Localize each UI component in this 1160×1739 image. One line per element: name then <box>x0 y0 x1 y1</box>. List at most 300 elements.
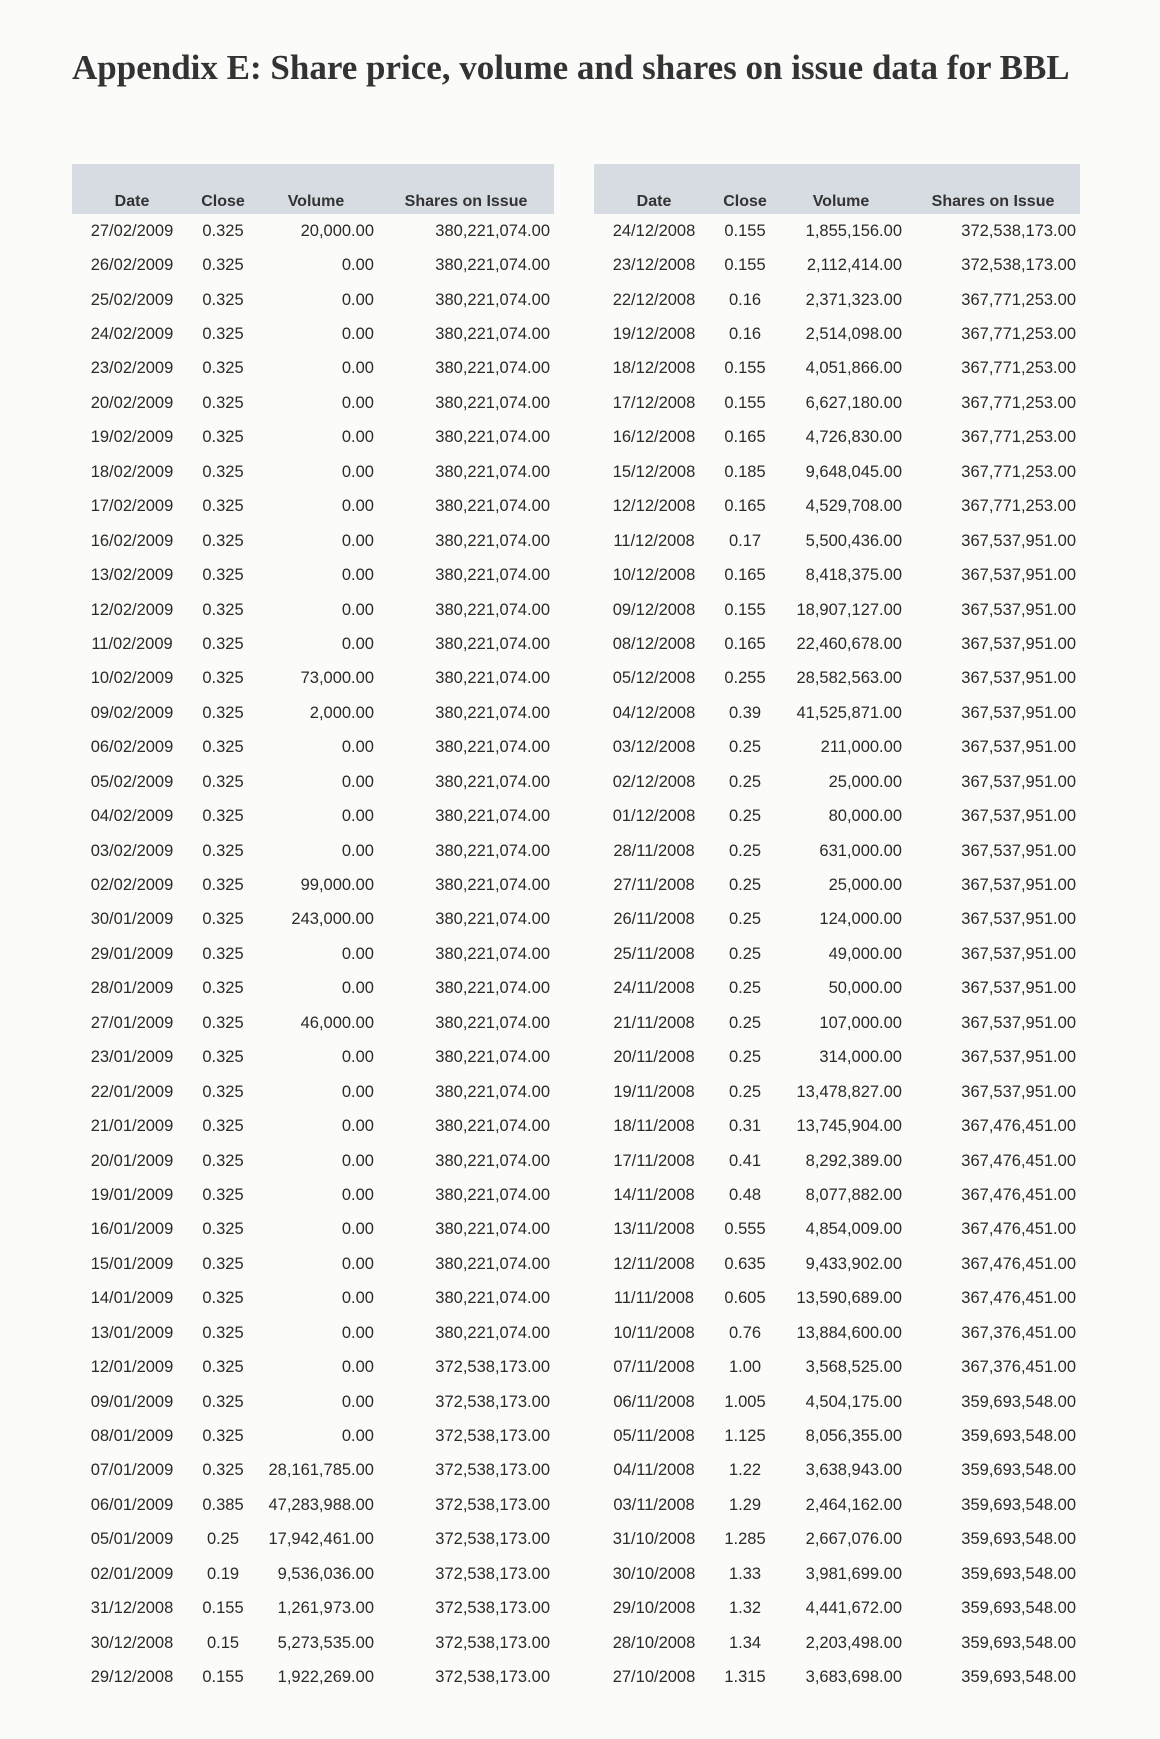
cell-shares-on-issue: 380,221,074.00 <box>435 876 550 895</box>
cell-volume: 124,000.00 <box>819 910 902 929</box>
cell-volume: 0.00 <box>341 600 374 619</box>
cell-volume: 46,000.00 <box>300 1013 374 1032</box>
cell-close: 0.25 <box>206 1530 240 1549</box>
cell-volume: 1,855,156.00 <box>805 221 902 240</box>
cell-close: 1.315 <box>724 1668 766 1687</box>
cell-close: 0.39 <box>728 703 762 722</box>
cell-close: 0.25 <box>728 910 762 929</box>
cell-date: 05/01/2009 <box>90 1530 174 1549</box>
table-row <box>594 972 1080 1006</box>
cell-volume: 3,638,943.00 <box>805 1461 902 1480</box>
cell-close: 1.33 <box>728 1564 762 1583</box>
cell-shares-on-issue: 367,537,951.00 <box>961 531 1076 550</box>
cell-shares-on-issue: 380,221,074.00 <box>435 290 550 309</box>
cell-close: 0.155 <box>724 359 766 378</box>
table-row <box>72 1557 554 1591</box>
cell-shares-on-issue: 372,538,173.00 <box>435 1564 550 1583</box>
cell-date: 19/02/2009 <box>90 428 174 447</box>
cell-close: 0.325 <box>202 428 244 447</box>
cell-volume: 3,568,525.00 <box>805 1358 902 1377</box>
cell-volume: 0.00 <box>341 256 374 275</box>
cell-date: 26/02/2009 <box>90 256 174 275</box>
cell-shares-on-issue: 380,221,074.00 <box>435 1254 550 1273</box>
cell-close: 0.155 <box>202 1668 244 1687</box>
cell-shares-on-issue: 380,221,074.00 <box>435 497 550 516</box>
cell-date: 30/12/2008 <box>90 1633 174 1652</box>
table-row <box>594 455 1080 489</box>
table-row <box>594 1626 1080 1660</box>
cell-volume: 0.00 <box>341 738 374 757</box>
table-row <box>72 799 554 833</box>
cell-shares-on-issue: 367,537,951.00 <box>961 841 1076 860</box>
cell-date: 22/01/2009 <box>90 1082 174 1101</box>
cell-date: 07/11/2008 <box>613 1358 695 1377</box>
cell-date: 23/12/2008 <box>612 256 696 275</box>
table-row <box>594 1454 1080 1488</box>
table-row <box>594 352 1080 386</box>
cell-shares-on-issue: 380,221,074.00 <box>435 772 550 791</box>
cell-volume: 0.00 <box>341 1427 374 1446</box>
cell-date: 09/02/2009 <box>90 703 174 722</box>
cell-date: 02/01/2009 <box>90 1564 174 1583</box>
table-row <box>72 937 554 971</box>
cell-shares-on-issue: 367,537,951.00 <box>961 807 1076 826</box>
table-row <box>594 283 1080 317</box>
cell-shares-on-issue: 359,693,548.00 <box>961 1633 1076 1652</box>
cell-close: 0.25 <box>728 772 762 791</box>
cell-volume: 0.00 <box>341 1254 374 1273</box>
cell-date: 27/01/2009 <box>90 1013 174 1032</box>
cell-shares-on-issue: 372,538,173.00 <box>435 1668 550 1687</box>
table-row <box>72 1488 554 1522</box>
cell-shares-on-issue: 380,221,074.00 <box>435 566 550 585</box>
cell-volume: 0.00 <box>341 807 374 826</box>
table-row <box>72 1592 554 1626</box>
table-row <box>594 1247 1080 1281</box>
table-row <box>594 1041 1080 1075</box>
cell-volume: 17,942,461.00 <box>268 1530 374 1549</box>
cell-date: 29/01/2009 <box>90 944 174 963</box>
cell-volume: 2,514,098.00 <box>805 325 902 344</box>
cell-date: 08/12/2008 <box>612 634 696 653</box>
cell-volume: 0.00 <box>341 1048 374 1067</box>
cell-close: 0.325 <box>202 325 244 344</box>
cell-volume: 13,884,600.00 <box>796 1323 902 1342</box>
cell-shares-on-issue: 380,221,074.00 <box>435 669 550 688</box>
cell-shares-on-issue: 372,538,173.00 <box>435 1599 550 1618</box>
cell-volume: 8,077,882.00 <box>805 1185 902 1204</box>
table-row <box>594 317 1080 351</box>
cell-date: 24/11/2008 <box>613 979 695 998</box>
cell-volume: 28,161,785.00 <box>268 1461 374 1480</box>
cell-close: 0.325 <box>202 1289 244 1308</box>
table-row <box>594 799 1080 833</box>
cell-shares-on-issue: 367,537,951.00 <box>961 876 1076 895</box>
cell-shares-on-issue: 359,693,548.00 <box>961 1564 1076 1583</box>
cell-volume: 0.00 <box>341 1358 374 1377</box>
cell-close: 1.285 <box>724 1530 766 1549</box>
cell-shares-on-issue: 367,476,451.00 <box>961 1151 1076 1170</box>
table-row <box>72 386 554 420</box>
table-row <box>594 524 1080 558</box>
cell-close: 0.325 <box>202 1117 244 1136</box>
cell-volume: 3,981,699.00 <box>805 1564 902 1583</box>
cell-volume: 41,525,871.00 <box>796 703 902 722</box>
cell-close: 0.16 <box>728 325 762 344</box>
cell-volume: 99,000.00 <box>300 876 374 895</box>
cell-volume: 13,590,689.00 <box>796 1289 902 1308</box>
cell-date: 02/12/2008 <box>612 772 696 791</box>
cell-date: 11/11/2008 <box>613 1289 695 1308</box>
cell-volume: 9,433,902.00 <box>805 1254 902 1273</box>
cell-shares-on-issue: 367,537,951.00 <box>961 669 1076 688</box>
cell-close: 0.25 <box>728 841 762 860</box>
cell-date: 10/11/2008 <box>613 1323 695 1342</box>
cell-close: 0.41 <box>728 1151 762 1170</box>
cell-volume: 8,056,355.00 <box>805 1427 902 1446</box>
cell-close: 0.325 <box>202 393 244 412</box>
cell-close: 0.325 <box>202 738 244 757</box>
table-row <box>72 1247 554 1281</box>
cell-shares-on-issue: 380,221,074.00 <box>435 531 550 550</box>
cell-shares-on-issue: 380,221,074.00 <box>435 807 550 826</box>
header-shares-on-issue: Shares on Issue <box>378 164 554 214</box>
table-row <box>594 593 1080 627</box>
cell-close: 0.325 <box>202 634 244 653</box>
cell-close: 0.325 <box>202 1392 244 1411</box>
cell-date: 25/11/2008 <box>613 944 695 963</box>
cell-close: 0.325 <box>202 359 244 378</box>
table-row <box>72 421 554 455</box>
cell-close: 0.25 <box>728 1048 762 1067</box>
cell-date: 13/02/2009 <box>90 566 174 585</box>
table-row <box>72 1006 554 1040</box>
cell-date: 13/11/2008 <box>613 1220 695 1239</box>
cell-close: 0.325 <box>202 1151 244 1170</box>
cell-shares-on-issue: 359,693,548.00 <box>961 1668 1076 1687</box>
cell-date: 20/02/2009 <box>90 393 174 412</box>
table-row <box>72 972 554 1006</box>
table-row <box>594 214 1080 248</box>
cell-close: 0.325 <box>202 876 244 895</box>
cell-volume: 0.00 <box>341 462 374 481</box>
cell-date: 31/10/2008 <box>612 1530 696 1549</box>
header-close: Close <box>192 164 254 214</box>
table-row <box>72 248 554 282</box>
cell-close: 0.25 <box>728 807 762 826</box>
cell-shares-on-issue: 367,537,951.00 <box>961 738 1076 757</box>
cell-date: 09/12/2008 <box>612 600 696 619</box>
cell-volume: 0.00 <box>341 1151 374 1170</box>
cell-volume: 25,000.00 <box>828 876 902 895</box>
cell-close: 0.155 <box>724 600 766 619</box>
cell-shares-on-issue: 367,771,253.00 <box>961 462 1076 481</box>
cell-shares-on-issue: 372,538,173.00 <box>961 256 1076 275</box>
cell-close: 0.165 <box>724 634 766 653</box>
table-row <box>594 1592 1080 1626</box>
share-data-table-left <box>72 164 554 1695</box>
cell-volume: 8,418,375.00 <box>805 566 902 585</box>
cell-shares-on-issue: 380,221,074.00 <box>435 600 550 619</box>
cell-shares-on-issue: 367,771,253.00 <box>961 497 1076 516</box>
cell-volume: 2,667,076.00 <box>805 1530 902 1549</box>
table-row <box>594 1385 1080 1419</box>
cell-date: 17/02/2009 <box>90 497 174 516</box>
cell-close: 0.325 <box>202 1254 244 1273</box>
cell-shares-on-issue: 367,537,951.00 <box>961 566 1076 585</box>
table-row <box>594 1350 1080 1384</box>
cell-date: 07/01/2009 <box>90 1461 174 1480</box>
cell-date: 21/01/2009 <box>90 1117 174 1136</box>
cell-volume: 50,000.00 <box>828 979 902 998</box>
cell-date: 29/10/2008 <box>612 1599 696 1618</box>
cell-date: 14/01/2009 <box>90 1289 174 1308</box>
cell-shares-on-issue: 380,221,074.00 <box>435 359 550 378</box>
cell-shares-on-issue: 367,476,451.00 <box>961 1254 1076 1273</box>
table-row <box>594 662 1080 696</box>
cell-volume: 2,464,162.00 <box>805 1495 902 1514</box>
cell-date: 22/12/2008 <box>612 290 696 309</box>
cell-volume: 47,283,988.00 <box>268 1495 374 1514</box>
cell-volume: 0.00 <box>341 325 374 344</box>
cell-shares-on-issue: 367,771,253.00 <box>961 359 1076 378</box>
table-row <box>72 1144 554 1178</box>
cell-date: 06/11/2008 <box>613 1392 695 1411</box>
cell-date: 27/02/2009 <box>90 221 174 240</box>
cell-close: 0.255 <box>724 669 766 688</box>
cell-close: 0.19 <box>206 1564 240 1583</box>
table-row <box>72 352 554 386</box>
cell-date: 23/02/2009 <box>90 359 174 378</box>
cell-date: 06/01/2009 <box>90 1495 174 1514</box>
cell-volume: 5,273,535.00 <box>277 1633 374 1652</box>
table-row <box>594 1075 1080 1109</box>
table-row <box>594 937 1080 971</box>
cell-date: 16/01/2009 <box>90 1220 174 1239</box>
cell-volume: 4,051,866.00 <box>805 359 902 378</box>
table-row <box>72 696 554 730</box>
cell-close: 0.325 <box>202 600 244 619</box>
cell-date: 15/01/2009 <box>90 1254 174 1273</box>
table-row <box>594 1282 1080 1316</box>
cell-date: 09/01/2009 <box>90 1392 174 1411</box>
cell-shares-on-issue: 380,221,074.00 <box>435 1185 550 1204</box>
cell-close: 0.325 <box>202 497 244 516</box>
cell-shares-on-issue: 372,538,173.00 <box>435 1461 550 1480</box>
cell-date: 12/11/2008 <box>613 1254 695 1273</box>
table-row <box>72 1454 554 1488</box>
cell-shares-on-issue: 359,693,548.00 <box>961 1599 1076 1618</box>
cell-shares-on-issue: 367,537,951.00 <box>961 1048 1076 1067</box>
table-row <box>72 834 554 868</box>
header-volume: Volume <box>776 164 906 214</box>
cell-shares-on-issue: 380,221,074.00 <box>435 910 550 929</box>
cell-shares-on-issue: 367,476,451.00 <box>961 1117 1076 1136</box>
cell-close: 1.32 <box>728 1599 762 1618</box>
cell-close: 0.325 <box>202 1220 244 1239</box>
cell-close: 0.48 <box>728 1185 762 1204</box>
cell-date: 02/02/2009 <box>90 876 174 895</box>
cell-volume: 22,460,678.00 <box>796 634 902 653</box>
cell-date: 20/11/2008 <box>613 1048 695 1067</box>
page-title: Appendix E: Share price, volume and shares on issue data for BBL <box>72 48 1070 87</box>
cell-shares-on-issue: 372,538,173.00 <box>435 1358 550 1377</box>
cell-shares-on-issue: 380,221,074.00 <box>435 634 550 653</box>
cell-close: 0.25 <box>728 979 762 998</box>
cell-close: 1.005 <box>724 1392 766 1411</box>
cell-shares-on-issue: 380,221,074.00 <box>435 979 550 998</box>
cell-volume: 0.00 <box>341 1082 374 1101</box>
cell-close: 0.76 <box>728 1323 762 1342</box>
cell-date: 14/11/2008 <box>613 1185 695 1204</box>
cell-volume: 0.00 <box>341 1289 374 1308</box>
cell-date: 28/11/2008 <box>613 841 695 860</box>
cell-shares-on-issue: 367,537,951.00 <box>961 910 1076 929</box>
cell-shares-on-issue: 367,537,951.00 <box>961 600 1076 619</box>
cell-date: 03/02/2009 <box>90 841 174 860</box>
cell-volume: 0.00 <box>341 566 374 585</box>
cell-shares-on-issue: 372,538,173.00 <box>435 1633 550 1652</box>
cell-close: 0.635 <box>724 1254 766 1273</box>
cell-date: 27/11/2008 <box>613 876 695 895</box>
table-row <box>594 1419 1080 1453</box>
cell-close: 0.165 <box>724 497 766 516</box>
table-row <box>72 627 554 661</box>
cell-shares-on-issue: 380,221,074.00 <box>435 703 550 722</box>
cell-close: 1.22 <box>728 1461 762 1480</box>
cell-volume: 4,504,175.00 <box>805 1392 902 1411</box>
cell-volume: 13,478,827.00 <box>796 1082 902 1101</box>
cell-volume: 0.00 <box>341 634 374 653</box>
cell-shares-on-issue: 380,221,074.00 <box>435 944 550 963</box>
cell-shares-on-issue: 380,221,074.00 <box>435 462 550 481</box>
cell-volume: 8,292,389.00 <box>805 1151 902 1170</box>
cell-shares-on-issue: 367,771,253.00 <box>961 290 1076 309</box>
cell-close: 0.325 <box>202 1082 244 1101</box>
cell-close: 0.325 <box>202 772 244 791</box>
cell-close: 0.325 <box>202 1461 244 1480</box>
cell-date: 30/10/2008 <box>612 1564 696 1583</box>
cell-date: 26/11/2008 <box>613 910 695 929</box>
table-row <box>594 696 1080 730</box>
cell-date: 11/12/2008 <box>613 531 695 550</box>
cell-close: 0.25 <box>728 944 762 963</box>
cell-volume: 107,000.00 <box>819 1013 902 1032</box>
table-row <box>594 1178 1080 1212</box>
cell-close: 0.325 <box>202 1323 244 1342</box>
table-row <box>594 834 1080 868</box>
cell-volume: 2,203,498.00 <box>805 1633 902 1652</box>
cell-close: 0.155 <box>724 393 766 412</box>
table-row <box>72 1350 554 1384</box>
table-row <box>72 455 554 489</box>
cell-shares-on-issue: 380,221,074.00 <box>435 841 550 860</box>
cell-shares-on-issue: 372,538,173.00 <box>961 221 1076 240</box>
cell-shares-on-issue: 380,221,074.00 <box>435 1117 550 1136</box>
cell-volume: 0.00 <box>341 944 374 963</box>
cell-date: 19/01/2009 <box>90 1185 174 1204</box>
cell-volume: 13,745,904.00 <box>796 1117 902 1136</box>
cell-shares-on-issue: 367,476,451.00 <box>961 1220 1076 1239</box>
table-row <box>594 765 1080 799</box>
table-row <box>72 524 554 558</box>
cell-shares-on-issue: 359,693,548.00 <box>961 1461 1076 1480</box>
table-row <box>72 1282 554 1316</box>
cell-date: 16/12/2008 <box>612 428 696 447</box>
table-row <box>72 1523 554 1557</box>
cell-shares-on-issue: 367,537,951.00 <box>961 1082 1076 1101</box>
cell-shares-on-issue: 372,538,173.00 <box>435 1530 550 1549</box>
cell-close: 0.325 <box>202 1427 244 1446</box>
cell-date: 29/12/2008 <box>90 1668 174 1687</box>
cell-volume: 20,000.00 <box>300 221 374 240</box>
cell-close: 0.325 <box>202 807 244 826</box>
table-row <box>72 214 554 248</box>
cell-volume: 0.00 <box>341 1185 374 1204</box>
table-row <box>72 1626 554 1660</box>
cell-volume: 80,000.00 <box>828 807 902 826</box>
cell-shares-on-issue: 380,221,074.00 <box>435 1289 550 1308</box>
cell-volume: 5,500,436.00 <box>805 531 902 550</box>
cell-shares-on-issue: 367,537,951.00 <box>961 944 1076 963</box>
cell-shares-on-issue: 367,771,253.00 <box>961 325 1076 344</box>
cell-volume: 1,922,269.00 <box>277 1668 374 1687</box>
table-row <box>72 317 554 351</box>
cell-volume: 9,536,036.00 <box>277 1564 374 1583</box>
cell-close: 0.155 <box>202 1599 244 1618</box>
table-row <box>594 1109 1080 1143</box>
table-row <box>594 1006 1080 1040</box>
cell-volume: 4,726,830.00 <box>805 428 902 447</box>
table-row <box>72 1075 554 1109</box>
cell-close: 0.325 <box>202 221 244 240</box>
cell-shares-on-issue: 380,221,074.00 <box>435 1151 550 1170</box>
cell-close: 0.16 <box>728 290 762 309</box>
cell-volume: 0.00 <box>341 1323 374 1342</box>
table-row <box>72 731 554 765</box>
cell-date: 05/12/2008 <box>612 669 696 688</box>
header-date: Date <box>594 164 714 214</box>
cell-shares-on-issue: 367,537,951.00 <box>961 634 1076 653</box>
cell-date: 24/02/2009 <box>90 325 174 344</box>
table-row <box>594 1660 1080 1694</box>
table-row <box>72 765 554 799</box>
cell-date: 16/02/2009 <box>90 531 174 550</box>
header-date: Date <box>72 164 192 214</box>
cell-shares-on-issue: 380,221,074.00 <box>435 1048 550 1067</box>
cell-date: 31/12/2008 <box>90 1599 174 1618</box>
cell-date: 27/10/2008 <box>612 1668 696 1687</box>
cell-shares-on-issue: 372,538,173.00 <box>435 1427 550 1446</box>
cell-volume: 4,529,708.00 <box>805 497 902 516</box>
cell-date: 05/02/2009 <box>90 772 174 791</box>
table-row <box>594 1316 1080 1350</box>
cell-close: 0.325 <box>202 910 244 929</box>
cell-volume: 0.00 <box>341 497 374 516</box>
cell-shares-on-issue: 359,693,548.00 <box>961 1392 1076 1411</box>
cell-date: 28/01/2009 <box>90 979 174 998</box>
cell-volume: 73,000.00 <box>300 669 374 688</box>
table-row <box>72 283 554 317</box>
cell-date: 11/02/2009 <box>91 634 173 653</box>
cell-volume: 1,261,973.00 <box>277 1599 374 1618</box>
cell-volume: 2,000.00 <box>309 703 374 722</box>
cell-shares-on-issue: 380,221,074.00 <box>435 428 550 447</box>
cell-date: 08/01/2009 <box>90 1427 174 1446</box>
cell-shares-on-issue: 359,693,548.00 <box>961 1530 1076 1549</box>
cell-shares-on-issue: 380,221,074.00 <box>435 1323 550 1342</box>
cell-volume: 49,000.00 <box>828 944 902 963</box>
